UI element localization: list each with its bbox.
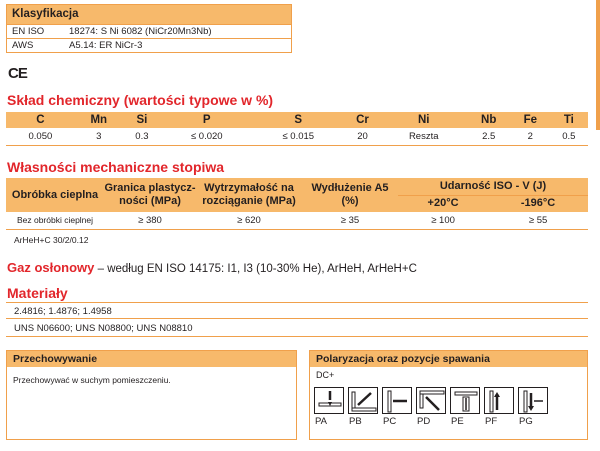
chem-value-cr: 20 xyxy=(344,128,381,145)
polarity-current: DC+ xyxy=(316,370,335,380)
position-label: PC xyxy=(383,416,397,427)
chem-value-s: ≤ 0.015 xyxy=(253,128,345,145)
materials-title: Materiały xyxy=(7,285,68,301)
position-label: PD xyxy=(417,416,431,427)
mechanical-header-row xyxy=(6,178,588,195)
position-pf xyxy=(484,387,518,427)
polarity-title: Polaryzacja oraz pozycje spawania xyxy=(310,351,587,367)
materials-line: UNS N06600; UNS N08800; UNS N08810 xyxy=(6,320,588,337)
chemical-title: Skład chemiczny (wartości typowe w %) xyxy=(7,92,274,108)
mech-value-plus20: ≥ 100 xyxy=(398,212,488,229)
position-pg-icon xyxy=(518,387,548,414)
position-label: PB xyxy=(349,416,362,427)
position-label: PA xyxy=(315,416,327,427)
chem-value-nb: 2.5 xyxy=(467,128,511,145)
ce-mark: CE xyxy=(8,65,27,82)
gas-line xyxy=(7,260,417,275)
storage-title: Przechowywanie xyxy=(7,351,296,367)
classification-row xyxy=(7,38,291,52)
classification-box xyxy=(6,4,292,53)
mechanical-value-row xyxy=(6,212,588,229)
chemical-header-row xyxy=(6,112,588,128)
position-label: PE xyxy=(451,416,464,427)
chem-value-ti: 0.5 xyxy=(550,128,588,145)
chem-header-c: C xyxy=(6,112,75,128)
chem-header-fe: Fe xyxy=(511,112,550,128)
position-pa-icon xyxy=(314,387,344,414)
chem-value-mn: 3 xyxy=(75,128,123,145)
chemical-table xyxy=(6,112,588,146)
position-pe-icon xyxy=(450,387,480,414)
chem-value-p: ≤ 0.020 xyxy=(161,128,253,145)
mech-value-elongation: ≥ 35 xyxy=(302,212,398,229)
chemical-value-row xyxy=(6,128,588,145)
chem-header-ni: Ni xyxy=(381,112,467,128)
side-accent-bar xyxy=(596,0,600,130)
position-pd-icon xyxy=(416,387,446,414)
chem-header-mn: Mn xyxy=(75,112,123,128)
mech-header-minus196: -196°C xyxy=(488,195,588,212)
position-pc xyxy=(382,387,416,427)
mechanical-note: ArHeH+C 30/2/0.12 xyxy=(14,235,89,245)
chem-header-nb: Nb xyxy=(467,112,511,128)
mech-header-plus20: +20°C xyxy=(398,195,488,212)
chem-header-ti: Ti xyxy=(550,112,588,128)
mech-header-treatment: Obróbka cieplna xyxy=(6,178,104,212)
position-pb xyxy=(348,387,382,427)
position-pg xyxy=(518,387,552,427)
mech-header-impact: Udarność ISO - V (J) xyxy=(398,178,588,195)
chem-value-si: 0.3 xyxy=(123,128,161,145)
mech-value-tensile: ≥ 620 xyxy=(196,212,302,229)
storage-box xyxy=(6,350,297,440)
position-pe xyxy=(450,387,484,427)
materials-line: 2.4816; 1.4876; 1.4958 xyxy=(6,302,588,319)
position-pb-icon xyxy=(348,387,378,414)
chem-header-cr: Cr xyxy=(344,112,381,128)
classification-title: Klasyfikacja xyxy=(7,5,291,24)
classification-value: 18274: S Ni 6082 (NiCr20Mn3Nb) xyxy=(69,26,212,37)
position-label: PF xyxy=(485,416,498,427)
classification-row xyxy=(7,24,291,38)
mech-value-treatment: Bez obróbki cieplnej xyxy=(6,212,104,229)
classification-standard: AWS xyxy=(12,40,34,51)
storage-text: Przechowywać w suchym pomieszczeniu. xyxy=(13,375,171,385)
chem-value-ni: Reszta xyxy=(381,128,467,145)
classification-value: A5.14: ER NiCr-3 xyxy=(69,40,143,51)
welding-positions xyxy=(314,387,552,427)
mech-header-yield: Granica plastycz-ności (MPa) xyxy=(104,178,196,212)
mech-header-elongation: Wydłużenie A5 (%) xyxy=(302,178,398,212)
chem-header-p: P xyxy=(161,112,253,128)
mech-value-minus196: ≥ 55 xyxy=(488,212,588,229)
mechanical-title: Własności mechaniczne stopiwa xyxy=(7,159,225,175)
position-pd xyxy=(416,387,450,427)
chem-header-si: Si xyxy=(123,112,161,128)
mechanical-table xyxy=(6,178,588,230)
position-pf-icon xyxy=(484,387,514,414)
chem-value-fe: 2 xyxy=(511,128,550,145)
chem-value-c: 0.050 xyxy=(6,128,75,145)
gas-title: Gaz osłonowy xyxy=(7,260,95,275)
mech-header-tensile: Wytrzymałość na rozciąganie (MPa) xyxy=(196,178,302,212)
position-pa xyxy=(314,387,348,427)
gas-text: – według EN ISO 14175: I1, I3 (10-30% He), ArHeH, ArHeH+C xyxy=(94,263,417,275)
mech-value-yield: ≥ 380 xyxy=(104,212,196,229)
classification-standard: EN ISO xyxy=(12,26,45,37)
chem-header-s: S xyxy=(253,112,345,128)
position-pc-icon xyxy=(382,387,412,414)
position-label: PG xyxy=(519,416,533,427)
